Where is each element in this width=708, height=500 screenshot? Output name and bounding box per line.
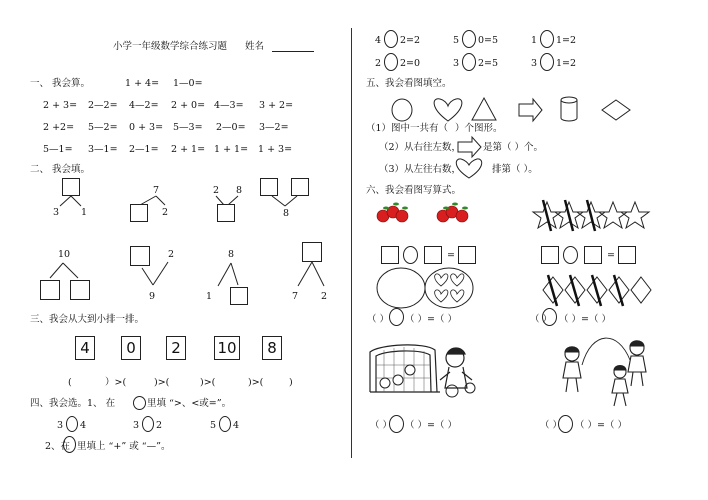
q5-2-a: （2）从右往左数，: [379, 142, 462, 153]
bond-number: 9: [149, 291, 156, 302]
answer-box[interactable]: [130, 246, 150, 266]
operator-circle[interactable]: [389, 308, 404, 326]
diamond-shape: [602, 100, 630, 120]
calc-item: 0 + 3=: [129, 122, 164, 133]
bond-number: 2: [213, 185, 220, 196]
bond-number: 8: [236, 185, 243, 196]
question-4-2-b: 里填上 “+” 或 “—”。: [77, 441, 171, 452]
question-4-2: 2、在: [45, 441, 71, 452]
calc-item: 3 + 2=: [259, 100, 294, 111]
q5-2-b: 是第（ ）个。: [483, 142, 544, 153]
bond-number: 3: [53, 207, 60, 218]
compare-circle[interactable]: [66, 416, 78, 432]
answer-paren[interactable]: （ ）: [370, 420, 393, 431]
op-number: 3: [453, 58, 460, 69]
calc-item: 5—1=: [43, 144, 73, 155]
operator-circle[interactable]: [462, 30, 476, 48]
equation-box[interactable]: [584, 246, 602, 264]
operator-circle[interactable]: [563, 246, 578, 264]
compare-number: 3: [57, 420, 64, 431]
operator-circle[interactable]: [540, 53, 554, 71]
order-blank[interactable]: ）>(: [105, 377, 127, 388]
section-6-title: 六、我会看图写算式。: [366, 185, 462, 196]
page-title: 小学一年级数学综合练习题: [113, 41, 228, 52]
bond-number: 2: [162, 207, 169, 218]
section-1-title: 一、 我会算。: [30, 78, 91, 89]
calc-item: 3—1=: [88, 144, 118, 155]
equation-box[interactable]: [618, 246, 636, 264]
compare-number: 4: [80, 420, 87, 431]
name-blank[interactable]: [272, 51, 314, 52]
answer-box[interactable]: [302, 242, 322, 262]
bond-number: 1: [206, 291, 213, 302]
bond-number: 2: [321, 291, 328, 302]
op-number: 2: [375, 58, 382, 69]
compare-circle[interactable]: [133, 396, 146, 410]
calc-item: 1 + 4=: [125, 78, 160, 89]
operator-circle[interactable]: [558, 415, 573, 433]
name-label: 姓名: [245, 41, 265, 52]
order-blank[interactable]: )>(: [248, 377, 264, 388]
answer-paren[interactable]: （ ）=（ ）: [575, 420, 627, 431]
q5-1-b: ）个图形。: [455, 123, 503, 134]
compare-number: 3: [133, 420, 140, 431]
answer-paren[interactable]: （ ）: [530, 314, 553, 325]
bond-number: 8: [228, 249, 235, 260]
bond-number: 1: [81, 207, 88, 218]
answer-paren[interactable]: （ ）=（ ）: [405, 314, 457, 325]
answer-box[interactable]: [70, 280, 90, 300]
number-card: 0: [121, 336, 141, 360]
calc-item: 5—2=: [88, 122, 118, 133]
section-5-title: 五、我会看图填空。: [366, 78, 452, 89]
section-4-title: 四、我会选。1、 在: [30, 398, 116, 409]
heart-shape: [434, 99, 462, 121]
answer-box[interactable]: [260, 178, 278, 196]
section-2-title: 二、 我会填。: [30, 164, 91, 175]
op-number: 4: [375, 35, 382, 46]
number-card: 10: [214, 336, 240, 360]
calc-item: 2 +2=: [43, 122, 75, 133]
answer-paren[interactable]: （ ）: [540, 420, 563, 431]
order-blank[interactable]: )>(: [200, 377, 216, 388]
compare-number: 2: [156, 420, 163, 431]
operator-circle[interactable]: [540, 30, 554, 48]
equation-box[interactable]: [381, 246, 399, 264]
calc-item: 2—0=: [216, 122, 246, 133]
operator-circle[interactable]: [403, 246, 418, 264]
answer-paren[interactable]: （ ）=（ ）: [405, 420, 457, 431]
calc-item: 1 + 3=: [258, 144, 293, 155]
bond-number: 10: [58, 249, 71, 260]
answer-box[interactable]: [217, 204, 235, 222]
bond-number: 7: [153, 185, 160, 196]
q5-3-a: （3）从左往右数，: [379, 164, 462, 175]
jump-rope-picture: [0, 0, 1, 1]
calc-item: 1 + 1=: [214, 144, 249, 155]
operator-circle[interactable]: [389, 415, 404, 433]
bond-number: 7: [292, 291, 299, 302]
order-blank[interactable]: (: [68, 377, 72, 388]
number-card: 2: [166, 336, 186, 360]
calc-item: 3—2=: [259, 122, 289, 133]
equation-box[interactable]: [458, 246, 476, 264]
equals-sign: =: [607, 250, 615, 261]
q5-3-b: 排第（ ）。: [492, 164, 538, 175]
answer-box[interactable]: [40, 280, 60, 300]
op-result: 1=2: [556, 58, 577, 69]
cylinder-shape: [561, 97, 577, 103]
compare-circle[interactable]: [142, 416, 154, 432]
calc-item: 2—1=: [129, 144, 159, 155]
compare-number: 4: [233, 420, 240, 431]
calc-item: 5—3=: [173, 122, 203, 133]
op-number: 5: [453, 35, 460, 46]
operator-circle[interactable]: [384, 53, 398, 71]
order-blank[interactable]: ): [289, 377, 293, 388]
answer-paren[interactable]: （ ）: [367, 314, 390, 325]
calc-item: 2 + 3=: [43, 100, 78, 111]
section-3-title: 三、我会从大到小排一排。: [30, 314, 145, 325]
operator-circle[interactable]: [63, 436, 76, 453]
answer-box[interactable]: [230, 287, 248, 305]
equation-box[interactable]: [424, 246, 442, 264]
calc-item: 2 + 0=: [171, 100, 206, 111]
column-divider: [351, 28, 352, 458]
compare-circle[interactable]: [219, 416, 231, 432]
op-number: 3: [531, 58, 538, 69]
bond-number: 8: [283, 208, 290, 219]
calc-item: 4—3=: [214, 100, 244, 111]
answer-box[interactable]: [130, 204, 148, 222]
calc-item: 2—2=: [88, 100, 118, 111]
operator-circle[interactable]: [384, 30, 398, 48]
op-number: 1: [531, 35, 538, 46]
answer-paren[interactable]: （ ）=（ ）: [559, 314, 611, 325]
calc-item: 2 + 1=: [171, 144, 206, 155]
triangle-shape: [472, 98, 496, 120]
calc-item: 1—0=: [173, 78, 203, 89]
number-card: 8: [262, 336, 282, 360]
equation-box[interactable]: [541, 246, 559, 264]
op-result: 2=2: [400, 35, 421, 46]
answer-box[interactable]: [291, 178, 309, 196]
order-blank[interactable]: )>(: [154, 377, 170, 388]
op-result: 2=5: [478, 58, 499, 69]
number-card: 4: [75, 336, 95, 360]
bond-number: 2: [168, 249, 175, 260]
op-result: 1=2: [556, 35, 577, 46]
circle-shape: [392, 99, 412, 121]
op-result: 0=5: [478, 35, 499, 46]
op-result: 2=0: [400, 58, 421, 69]
equals-sign: =: [447, 250, 455, 261]
answer-box[interactable]: [62, 178, 80, 196]
q5-1-a: （1）图中一共有（: [366, 123, 449, 134]
arrow-shape: [519, 99, 542, 121]
compare-number: 5: [210, 420, 217, 431]
operator-circle[interactable]: [462, 53, 476, 71]
section-4-title-b: 里填 “>、<或=”。: [147, 398, 232, 409]
calc-item: 4—2=: [129, 100, 159, 111]
operator-circle[interactable]: [542, 308, 557, 326]
